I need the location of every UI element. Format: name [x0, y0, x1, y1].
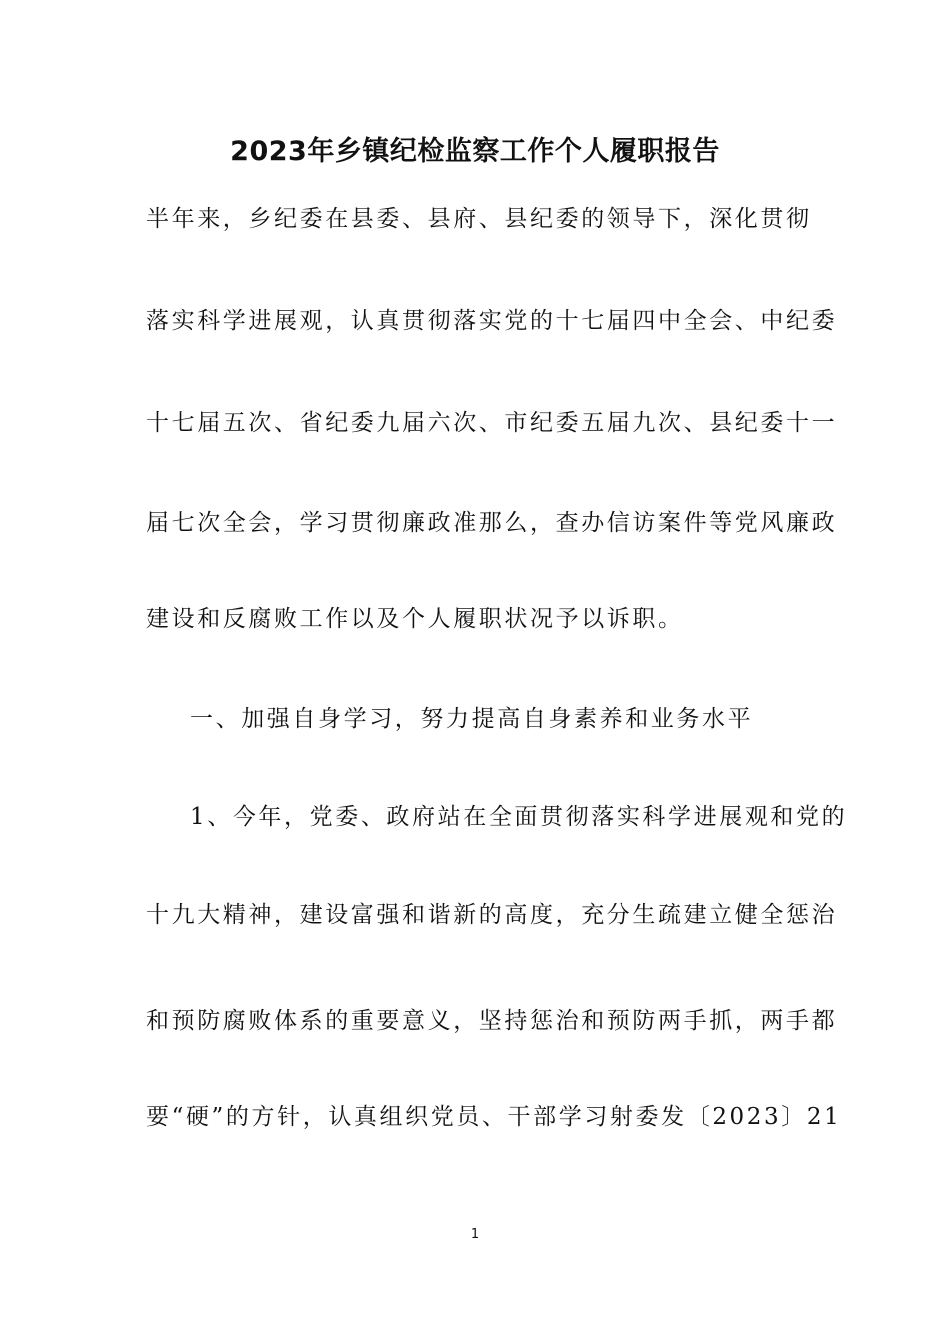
section-heading: 一、加强自身学习，努力提高自身素养和业务水平: [190, 706, 754, 732]
paragraph-line: 落实科学进展观，认真贯彻落实党的十七届四中全会、中纪委: [146, 308, 838, 334]
document-title: 2023年乡镇纪检监察工作个人履职报告: [230, 136, 720, 167]
paragraph-line: 十七届五次、省纪委九届六次、市纪委五届九次、县纪委十一: [146, 410, 838, 436]
paragraph-line: 半年来，乡纪委在县委、县府、县纪委的领导下，深化贯彻: [146, 206, 812, 232]
paragraph-line: 1、今年，党委、政府站在全面贯彻落实科学进展观和党的: [190, 804, 848, 830]
paragraph-line: 届七次全会，学习贯彻廉政准那么，查办信访案件等党风廉政: [146, 510, 838, 536]
page-number: 1: [470, 1227, 480, 1242]
paragraph-line: 十九大精神，建设富强和谐新的高度，充分生疏建立健全惩治: [146, 902, 838, 928]
paragraph-line: 和预防腐败体系的重要意义，坚持惩治和预防两手抓，两手都: [146, 1008, 838, 1034]
paragraph-line: 要“硬”的方针，认真组织党员、干部学习射委发〔2023〕21: [146, 1104, 842, 1130]
paragraph-line: 建设和反腐败工作以及个人履职状况予以诉职。: [146, 606, 684, 632]
